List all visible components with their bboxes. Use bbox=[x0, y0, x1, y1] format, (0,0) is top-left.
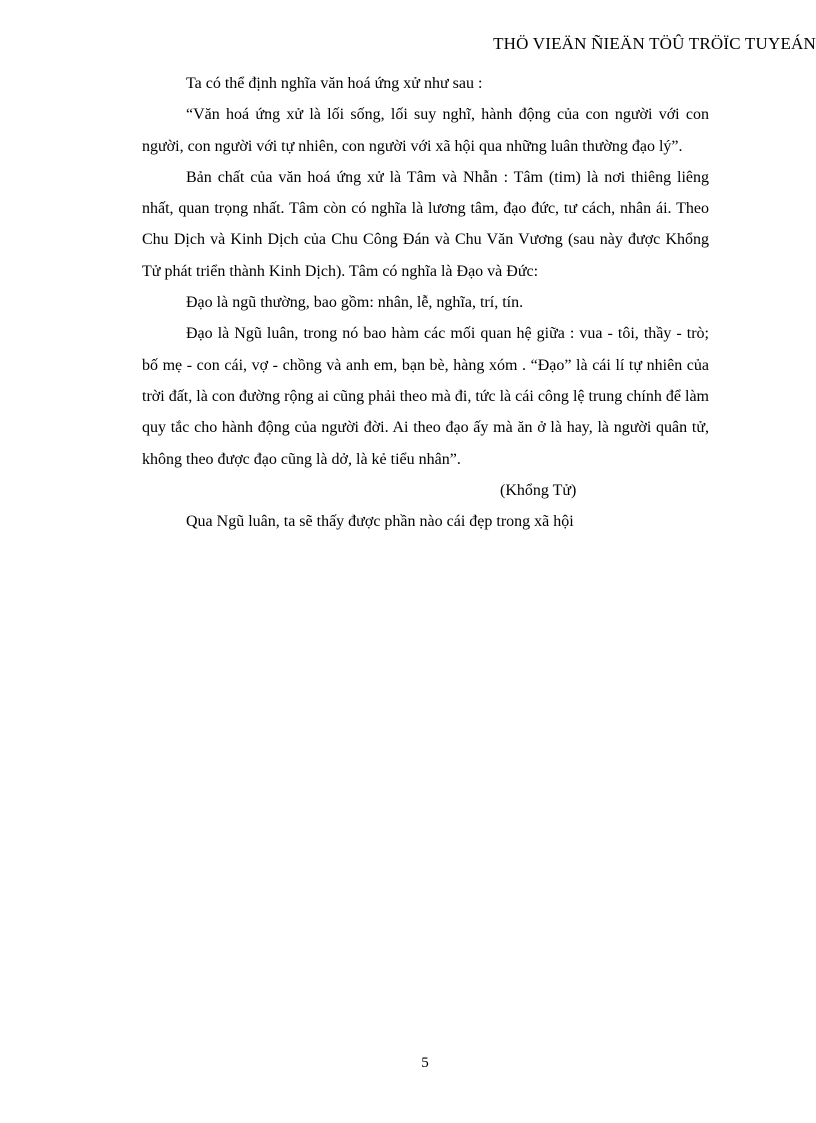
page-header: THÖ VIEÄN ÑIEÄN TÖÛ TRÖÏC TUYEÁN bbox=[493, 34, 816, 53]
paragraph-definition-intro: Ta có thể định nghĩa văn hoá ứng xử như sau : bbox=[186, 75, 483, 92]
paragraph-closing: Qua Ngũ luân, ta sẽ thấy được phần nào cái đẹp trong xã hội bbox=[186, 513, 574, 531]
paragraph-tam-nhan: Bản chất của văn hoá ứng xử là Tâm và Nhẫn : Tâm (tim) là nơi thiêng liêng nhất, quan trọng nhất. Tâm còn có nghĩa là lương tâm, đạo đức, tư cách, nhân ái. Theo Chu Dịch và Kinh Dịch của Chu Công Đán và Chu Văn Vương (sau này được Khổng Tử phát triển thành Kinh Dịch). Tâm có nghĩa là Đạo và Đức: bbox=[142, 168, 709, 280]
paragraph-definition-quote: “Văn hoá ứng xử là lối sống, lối suy nghĩ, hành động của con người với con người, con người với tự nhiên, con người với xã hội qua những luân thường đạo lý”. bbox=[142, 106, 709, 155]
document-body bbox=[142, 68, 709, 537]
citation-author: (Khổng Tử) bbox=[500, 481, 577, 499]
paragraph-ngu-thuong: Đạo là ngũ thường, bao gồm: nhân, lễ, nghĩa, trí, tín. bbox=[186, 294, 524, 312]
paragraph-ngu-luan: Đạo là Ngũ luân, trong nó bao hàm các mối quan hệ giữa : vua - tôi, thầy - trò; bố mẹ - con cái, vợ - chồng và anh em, bạn bè, hàng xóm . “Đạo” là cái lí tự nhiên của trời đất, là con đường rộng ai cũng phải theo mà đi, tức là cái công lệ trung chính để làm quy tắc cho hành động của người đời. Ai theo đạo ấy mà ăn ở là hay, là người quân tử, không theo được đạo cũng là dở, là kẻ tiểu nhân”. bbox=[142, 325, 709, 468]
page-number: 5 bbox=[421, 1055, 429, 1071]
